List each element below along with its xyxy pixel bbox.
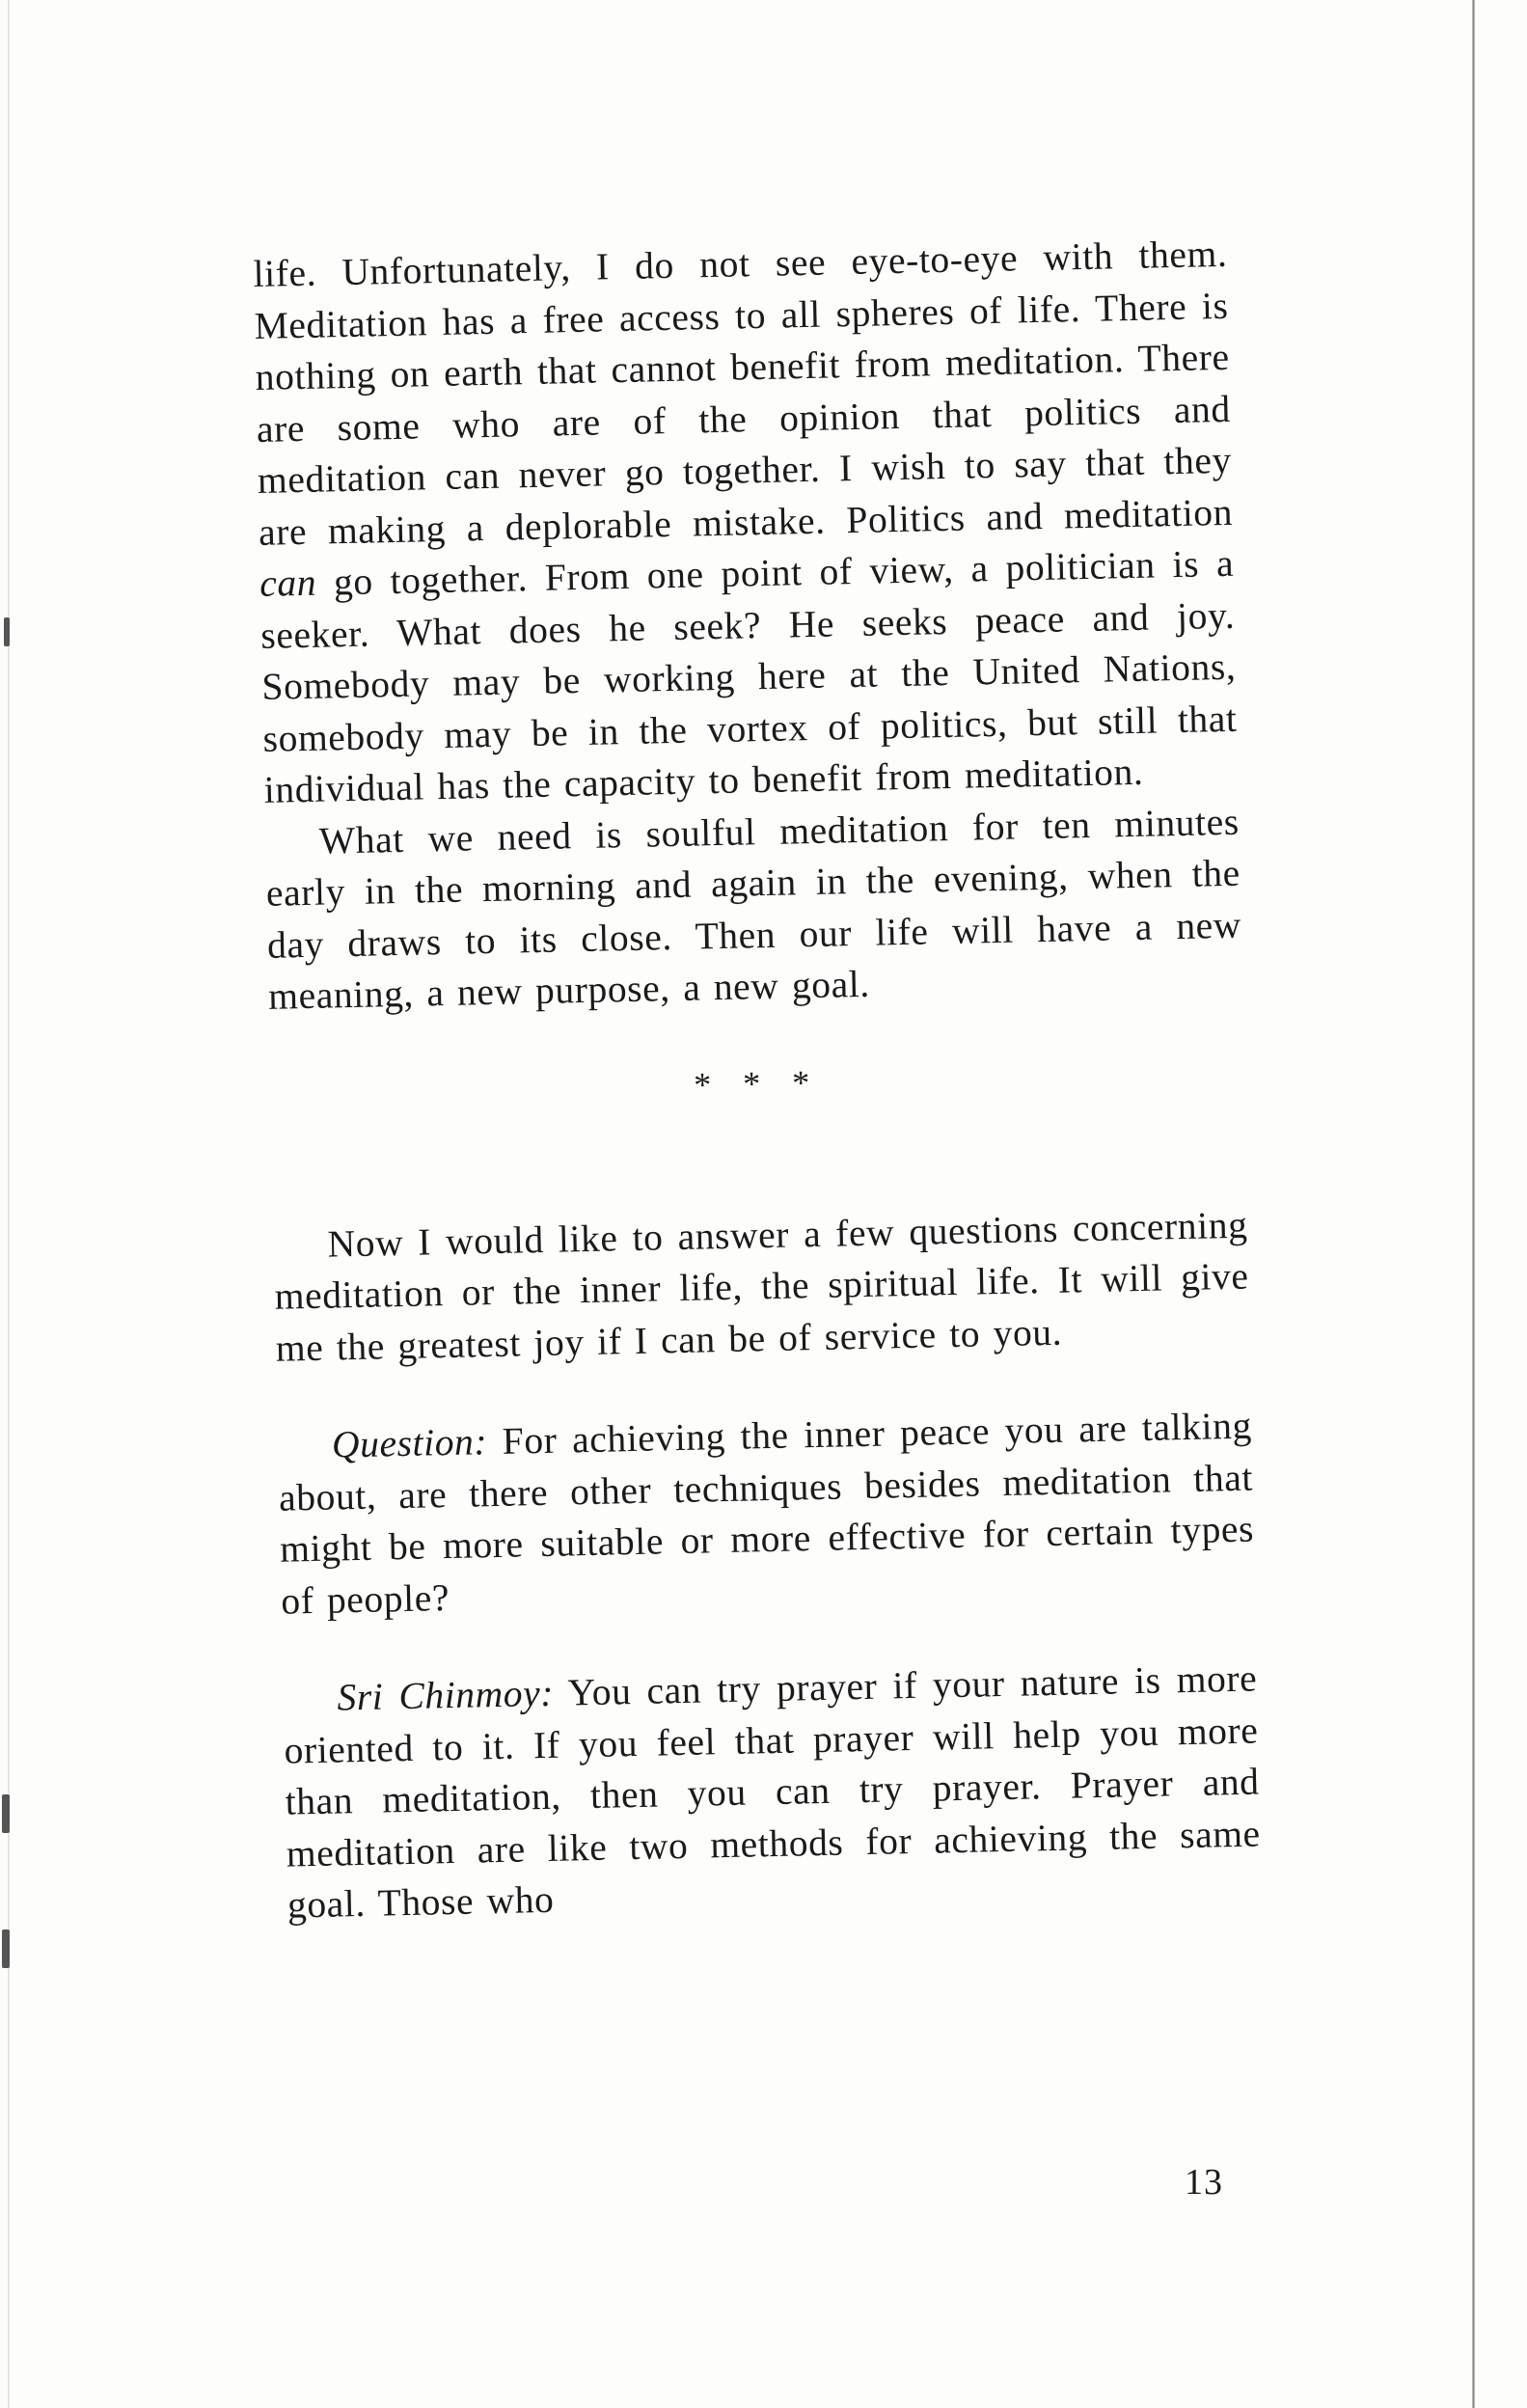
spacer — [271, 1093, 1247, 1219]
paragraph-text: life. Unfortunately, I do not see eye-to-eye with them. Meditation has a free access to all spheres of life. There is nothing on earth that cannot benefit from meditation. There are some who are of the opinion that politics and meditation can never go together. I wish to say that they are making a deplorable mistake. Politics and meditation — [253, 232, 1234, 554]
question-paragraph — [277, 1401, 1255, 1628]
emphasis-text: can — [259, 561, 317, 605]
answer-label: Sri Chinmoy: — [337, 1671, 555, 1719]
answer-paragraph — [283, 1654, 1262, 1932]
section-separator: * * * — [693, 1062, 822, 1105]
paragraph-text: go together. From one point of view, a politician is a seeker. What does he seek? He seeks peace and joy. Somebody may be working here at the United Nations, somebody may be in the vortex of politics, but still that individual has the capacity to benefit from meditation. — [259, 541, 1238, 811]
page-number: 13 — [1185, 2162, 1223, 2203]
binding-mark — [2, 1929, 10, 1968]
binding-mark — [2, 1794, 10, 1833]
intro-paragraph: Now I would like to answer a few questions concerning meditation or the inner life, the spiritual life. It will give me the greatest joy if I can be of service to you. — [274, 1203, 1249, 1370]
paragraph-continuation — [253, 229, 1239, 817]
answer-text: You can try prayer if your nature is more oriented to it. If you feel that prayer will help you more than meditation, then you can try prayer. Prayer and meditation are like two methods for achieving the same goal. Those who — [284, 1656, 1262, 1927]
binding-mark — [4, 617, 10, 646]
right-page-edge — [1472, 0, 1475, 2408]
question-text: For achieving the inner peace you are talking about, are there other techniques besides meditation that might be more suitable or more effective for certain types of people? — [278, 1404, 1255, 1623]
question-label: Question: — [331, 1420, 488, 1466]
left-page-edge — [8, 0, 10, 2408]
paragraph: What we need is soulful meditation for ten minutes early in the morning and again in the evening, when the day draws to its close. Then our life will have a new meaning, a new purpose, a new goal. — [265, 800, 1242, 1018]
body-text — [253, 229, 1262, 1931]
